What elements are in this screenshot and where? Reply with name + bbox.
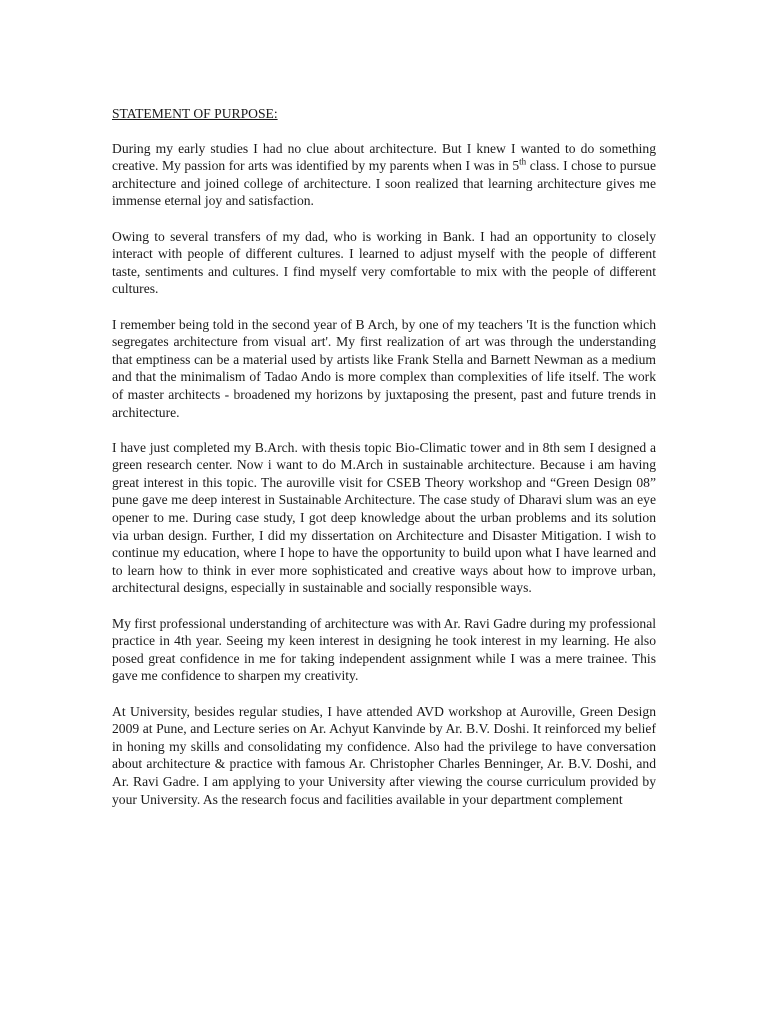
paragraph-1-text-b: class. I chose to pursue architecture and joined college of architecture. I soon realized that learning architecture gives me immense eternal joy and satisfaction. [112,158,656,209]
paragraph-5: My first professional understanding of architecture was with Ar. Ravi Gadre during my professional practice in 4th year. Seeing my keen interest in designing he took interest in my learning. He also posed great confidence in me for taking independent assignment while I was a mere trainee. This gave me confidence to sharpen my creativity. [112,615,656,684]
paragraph-1-superscript: th [519,156,527,167]
paragraph-2: Owing to several transfers of my dad, who is working in Bank. I had an opportunity to closely interact with people of different cultures. I learned to adjust myself with the people of different taste, sentiments and cultures. I find myself very comfortable to mix with the people of different cultures. [112,228,656,297]
paragraph-6: At University, besides regular studies, I have attended AVD workshop at Auroville, Green Design 2009 at Pune, and Lecture series on Ar. Achyut Kanvinde by Ar. B.V. Doshi. It reinforced my belief in honing my skills and consolidating my confidence. Also had the privilege to have conversation about architecture & practice with famous Ar. Christopher Charles Benninger, Ar. B.V. Doshi, and Ar. Ravi Gadre. I am applying to your University after viewing the course curriculum provided by your University. As the research focus and facilities available in your department complement [112,703,656,807]
paragraph-1-text-a: During my early studies I had no clue about architecture. But I knew I wanted to do something creative. My passion for arts was identified by my parents when I was in 5 [112,140,656,174]
paragraph-4: I have just completed my B.Arch. with thesis topic Bio-Climatic tower and in 8th sem I designed a green research center. Now i want to do M.Arch in sustainable architecture. Because i am having great interest in this topic. The auroville visit for CSEB Theory workshop and “Green Design 08” pune gave me deep interest in Sustainable Architecture. The case study of Dharavi slum was an eye opener to me. During case study, I got deep knowledge about the urban problems and its solution via urban design. Further, I did my dissertation on Architecture and Disaster Mitigation. I wish to continue my education, where I hope to have the opportunity to build upon what I have learned and to learn how to think in ever more sophisticated and creative ways about how to improve urban, architectural designs, especially in sustainable and socially responsible ways. [112,439,656,596]
paragraph-1 [112,140,656,210]
document-title: STATEMENT OF PURPOSE: [112,106,278,121]
document-page [112,105,656,808]
paragraph-3: I remember being told in the second year of B Arch, by one of my teachers 'It is the function which segregates architecture from visual art'. My first realization of art was through the understanding that emptiness can be a material used by artists like Frank Stella and Barnett Newman as a medium and that the minimalism of Tadao Ando is more complex than complexities of life itself. The work of master architects - broadened my horizons by juxtaposing the present, past and future trends in architecture. [112,316,656,420]
